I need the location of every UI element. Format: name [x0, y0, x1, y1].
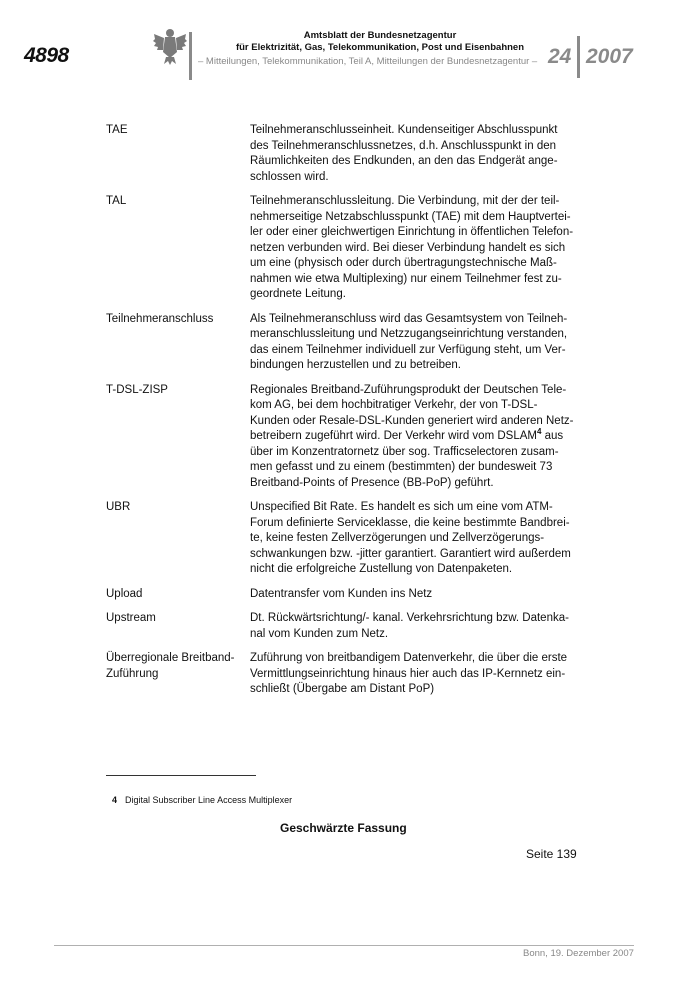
glossary-definition: Unspecified Bit Rate. Es handelt es sich um eine vom ATM-Forum definierte Serviceklasse, die keine bestimmte Bandbrei-te, keine festen Zellverzögerungen und Zellverzögerungs-schwankungen bzw. -jitter garantiert. Garantiert wird außerdem nicht die erfolgreiche Zustellung von Datenpaketen.	[250, 501, 571, 575]
publication-title	[196, 30, 564, 54]
glossary	[106, 123, 576, 707]
footnote-text: Digital Subscriber Line Access Multiplexer	[125, 795, 293, 805]
inner-page-number: Seite 139	[526, 847, 577, 861]
glossary-entry	[106, 500, 576, 578]
issue-divider	[577, 36, 580, 78]
footer-divider	[54, 945, 634, 946]
federal-eagle-icon	[152, 26, 188, 66]
glossary-definition: Teilnehmeranschlusseinheit. Kundenseitiger Abschlusspunkt des Teilnehmeranschlussnetzes, d.h. Anschlusspunkt in den Räumlichkeiten des Endkunden, an den das Endgerät ange-schlossen wird.	[250, 124, 558, 183]
publication-title-line-2: für Elektrizität, Gas, Telekommunikation, Post und Eisenbahnen	[235, 42, 525, 53]
glossary-term: Upload	[106, 587, 143, 600]
footnote-number: 4	[112, 795, 118, 805]
glossary-definition: Dt. Rückwärtsrichtung/- kanal. Verkehrsrichtung bzw. Datenka-nal vom Kunden zum Netz.	[250, 612, 569, 640]
glossary-term: UBR	[106, 501, 131, 513]
glossary-definition	[250, 383, 576, 492]
glossary-term: Upstream	[106, 612, 156, 624]
glossary-definition: Datentransfer vom Kunden ins Netz	[250, 587, 433, 600]
glossary-entry	[106, 587, 576, 603]
issue-number: 24	[548, 45, 572, 68]
page-number: 4898	[24, 44, 69, 67]
version-label: Geschwärzte Fassung	[280, 821, 407, 835]
glossary-definition: Teilnehmeranschlussleitung. Die Verbindung, mit der der teil-nehmerseitige Netzabschlusspunkt (TAE) mit dem Hauptvertei-ler oder einer gleichwertigen Einrichtung in öffentlichen Telefon-netzen verbunden wird. Bei dieser Verbindung handelt es sich um eine (physisch oder durch übertragungstechnische Maß-nahmen wie etwa Multiplexing) nur einem Teilnehmer fest zu-geordnete Leitung.	[250, 195, 574, 300]
glossary-definition: Als Teilnehmeranschluss wird das Gesamtsystem von Teilneh-meranschlussleitung und Netzzugangseinrichtung verstanden, das einem Teilnehmer individuell zur Verfügung steht, um Ver-bindungen herzustellen und zu betreiben.	[250, 312, 568, 371]
publication-subtitle: – Mitteilungen, Telekommunikation, Teil A, Mitteilungen der Bundesnetzagentur –	[198, 56, 538, 67]
glossary-definition: Zuführung von breitbandigem Datenverkehr, die über die erste Vermittlungseinrichtung hinaus hier auch das IP-Kernnetz ein-schließt (Übergabe am Distant PoP)	[250, 652, 568, 695]
glossary-entry	[106, 383, 576, 492]
glossary-term: TAE	[106, 124, 128, 136]
footnote-separator	[106, 775, 256, 776]
header-divider	[189, 32, 192, 80]
publication-title-line-1: Amtsblatt der Bundesnetzagentur	[303, 30, 457, 41]
footnote-reference[interactable]: 4	[536, 427, 542, 437]
footnote	[112, 795, 292, 805]
glossary-entry	[106, 651, 576, 698]
glossary-entry	[106, 123, 576, 185]
definition-text: Regionales Breitband-Zuführungsprodukt der Deutschen Tele-kom AG, bei dem hochbitratiger Verkehr, der von T-DSL-Kunden oder Resale-DSL-Kunden generiert wird anderen Netz-betreibern zugeführt wird. Der Verkehr wird vom DSLAM	[250, 383, 574, 442]
glossary-term: T-DSL-ZISP	[106, 383, 168, 396]
issue-year: 2007	[586, 45, 633, 68]
glossary-term: Überregionale Breitband-Zuführung	[106, 652, 235, 680]
glossary-entry	[106, 312, 576, 374]
glossary-term: TAL	[106, 195, 127, 207]
glossary-term: Teilnehmeranschluss	[106, 312, 214, 325]
definition-text: aus über im Konzentratornetz über sog. Trafficselectoren zusam-men gefasst und zu einem (bestimmten) der bundesweit 73 Breitband-Points of Presence (BB-PoP) geführt.	[250, 430, 564, 489]
glossary-entry	[106, 194, 576, 303]
footer-date: Bonn, 19. Dezember 2007	[523, 948, 634, 959]
glossary-entry	[106, 611, 576, 642]
